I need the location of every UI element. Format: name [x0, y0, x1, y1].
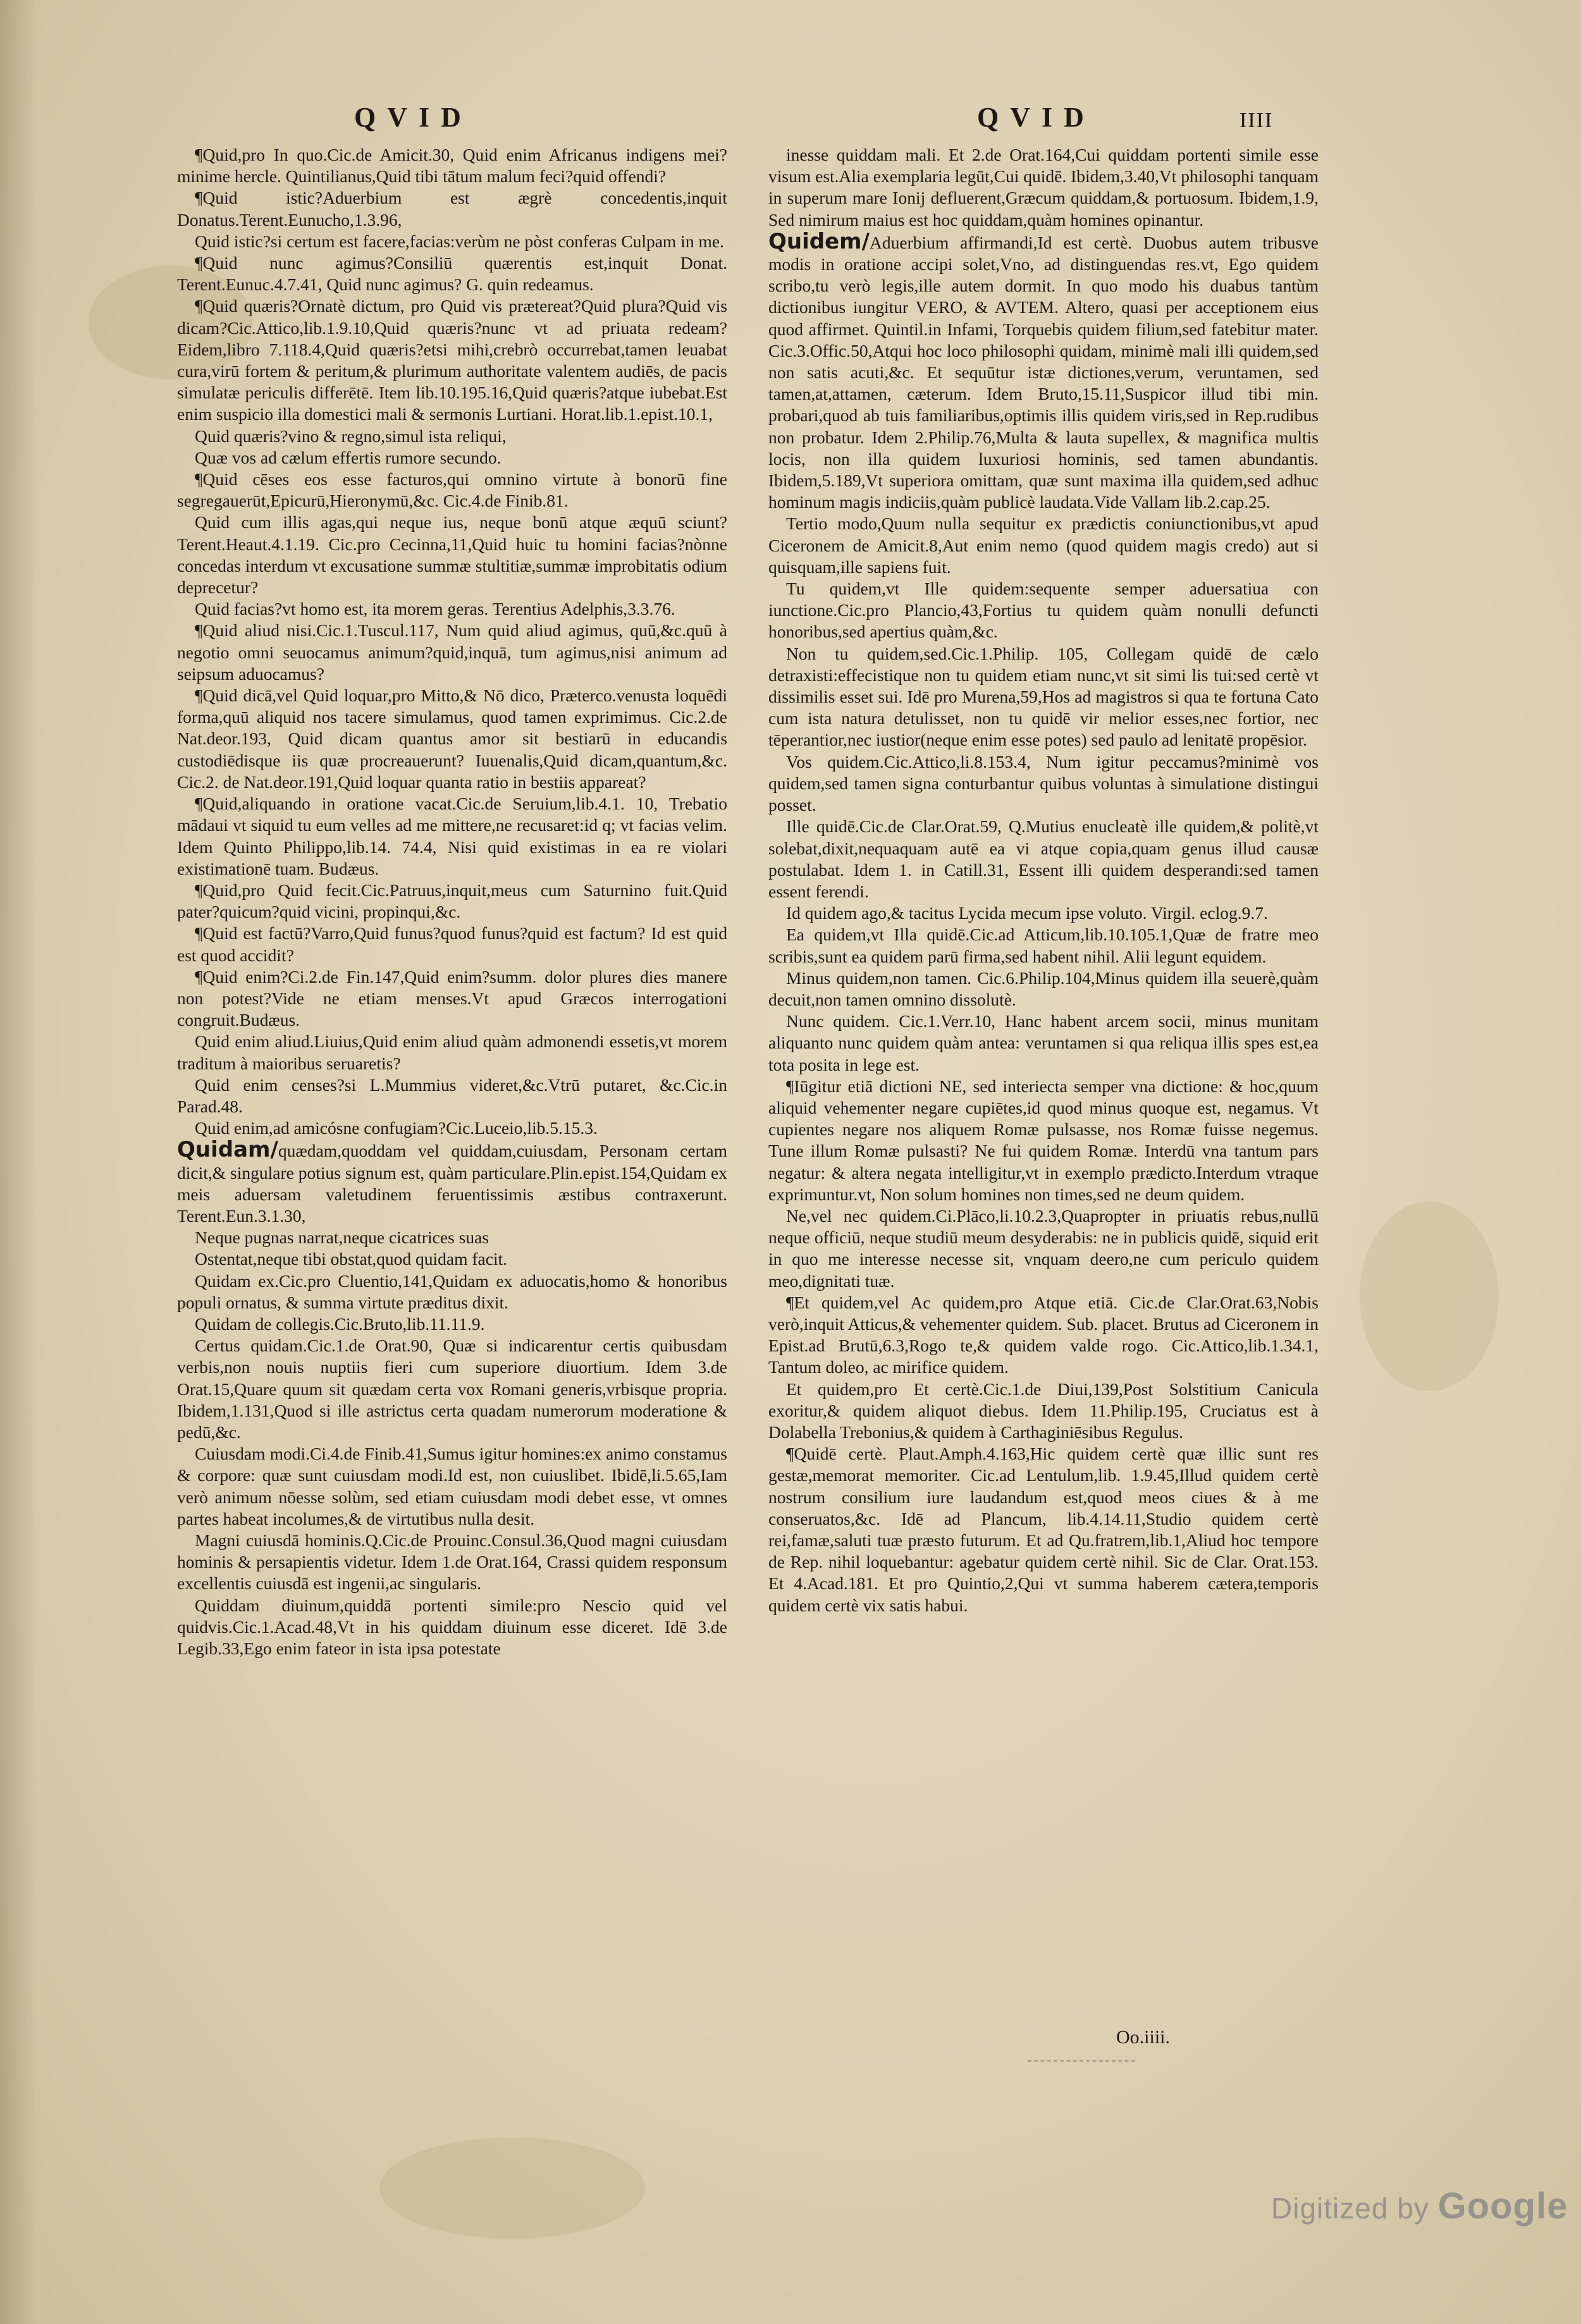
- paragraph: inesse quiddam mali. Et 2.de Orat.164,Cui quiddam portenti simile esse visum est.Alia exemplaria legūt,Cui quidē. Ibidem,3.40,Vt philosophi tanquam in superum mare Ionij defluerent,Græcum quiddam,& portuosum. Ibidem,1.9, Sed nimirum maius est hoc quiddam,quàm homines opinantur.: [768, 145, 1319, 230]
- paragraph: Id quidem ago,& tacitus Lycida mecum ipse voluto. Virgil. eclog.9.7.: [786, 903, 1268, 923]
- paragraph: Nunc quidem. Cic.1.Verr.10, Hanc habent arcem socii, minus munitam aliquanto nunc quidem quàm antea: veruntamen si qua reliqua illis spes est,ea tota posita in lege est.: [768, 1011, 1319, 1074]
- paragraph: Quid cum illis agas,qui neque ius, neque bonū atque æquū sciunt?Terent.Heaut.4.1.19. Cic.pro Cecinna,11,Quid huic tu homini facias?nònne concedas interdum vt excusatione summæ stultitiæ,summæ improbitatis odium deprecetur?: [177, 512, 727, 598]
- signature-mark: Oo.iiii.: [1116, 2027, 1171, 2048]
- entry-text: Aduerbium affirmandi,Id est certè. Duobus autem tribusve modis in oratione accipi solet,Vno, ad distinguendas res.vt, Ego quidem scribo,tu verò legis,ille autem dormit. In quo modo his duabus tantùm dictionibus iungitur VERO, & AVTEM. Altero, quasi per acceptionem eius quod affirmet. Quintil.in Infami, Torquebis quidem filium,sed fatebitur mater. Cic.3.Offic.50,Atqui hoc loco philosophi quidam, minimè mali illi quidem,sed non satis acuti,&c. Et sequūtur istæ dictiones,verum, veruntamen, sed tamen,at,attamen, cæterum. Idem Bruto,15.11,Suspicor illud tibi min. probari,quod ab tuis familiaribus,optimis illis quidem viris,sed in Rep.rudibus non probatur. Idem 2.Philip.76,Multa & lauta supellex, & magnifica multis locis, non illa quidem luxuriosi hominis, sed tamen abundantis. Ibidem,5.189,Vt superiora omittam, quæ sunt maxima illa quidem,sed adhuc hominum magis indiciis,quàm publicè laudata.Vide Vallam lib.2.cap.25.: [768, 232, 1319, 512]
- paragraph: Tu quidem,vt Ille quidem:sequente semper aduersatiua con iunctione.Cic.pro Plancio,43,Fortius tu quidem quàm nonulli defuncti honoribus,sed apertius quàm,&c.: [768, 579, 1319, 642]
- paragraph: Ostentat,neque tibi obstat,quod quidam facit.: [195, 1249, 508, 1269]
- paragraph: Neque pugnas narrat,neque cicatrices suas: [195, 1227, 489, 1248]
- paragraph: ¶Quid nunc agimus?Consiliū quærentis est,inquit Donat. Terent.Eunuc.4.7.41, Quid nunc agimus? G. quin redeamus.: [177, 253, 727, 295]
- paragraph: Quid facias?vt homo est, ita morem geras. Terentius Adelphis,3.3.76.: [195, 599, 675, 619]
- running-head-right: QVID: [977, 102, 1095, 133]
- folio-number: IIII: [1240, 109, 1274, 132]
- paragraph: ¶Quid istic?Aduerbium est ægrè concedentis,inquit Donatus.Terent.Eunucho,1.3.96,: [177, 188, 727, 230]
- paragraph: Ea quidem,vt Illa quidē.Cic.ad Atticum,lib.10.105.1,Quæ de fratre meo scribis,sunt ea quidem parū firma,sed habent nihil. Alii legunt equidem.: [768, 925, 1319, 966]
- paragraph: Quæ vos ad cælum effertis rumore secundo.: [195, 447, 501, 467]
- paragraph: Quid quæris?vino & regno,simul ista reliqui,: [195, 426, 507, 446]
- paragraph: ¶Quid aliud nisi.Cic.1.Tuscul.117, Num quid aliud agimus, quū,&c.quū à negotio omni seuocamus animum?quid,inquā, tum agimus,nisi animum ad seipsum aduocamus?: [177, 620, 727, 684]
- digitization-watermark: [1271, 2185, 1568, 2227]
- paragraph: Tertio modo,Quum nulla sequitur ex prædictis coniunctionibus,vt apud Ciceronem de Amicit.8,Aut enim nemo (quod quidem magis credo) aut si quisquam,ille sapiens fuit.: [768, 513, 1319, 577]
- paragraph: Vos quidem.Cic.Attico,li.8.153.4, Num igitur peccamus?minimè vos quidem,sed tamen signa conturbantur quibus voluntas à simulatione distingui posset.: [768, 751, 1319, 815]
- paragraph: ¶Quid est factū?Varro,Quid funus?quod funus?quid est factum? Id est quid est quod accidit?: [177, 923, 727, 965]
- entry-headword: Quidam/: [177, 1137, 278, 1163]
- foxing-stain: [379, 2137, 645, 2239]
- paragraph: Quid istic?si certum est facere,facias:verùm ne pòst conferas Culpam in me.: [195, 231, 724, 251]
- paragraph: [768, 228, 1319, 513]
- watermark-brand: Google: [1437, 2186, 1568, 2227]
- right-text-column: [768, 144, 1319, 2073]
- paragraph: Ille quidē.Cic.de Clar.Orat.59, Q.Mutius enucleatè ille quidem,& politè,vt solebat,dixit,nequaquam autē ea vi atque copia,quam genus illud causæ postulabat. Idem 1. in Catill.31, Essent illi quidem desperandi:sed tamen essent ferendi.: [768, 816, 1319, 901]
- signature-rule: [1028, 2060, 1135, 2062]
- paragraph: ¶Quid,aliquando in oratione vacat.Cic.de Seruium,lib.4.1. 10, Trebatio mādaui vt siquid tu eum velles ad me mittere,ne recusaret:id q; vt facias velim. Idem Quinto Philippo,lib.14. 74.4, Nisi quid existimas in ea re violari existimationē tuam. Budæus.: [177, 794, 727, 878]
- paragraph: Certus quidam.Cic.1.de Orat.90, Quæ si indicarentur certis quibusdam verbis,non nouis nuptiis fieri cum superiore diuortium. Idem 3.de Orat.15,Quare quum sit quædam certa vox Romani generis,vrbisque propria. Ibidem,1.131,Quod si ille astrictus certa quadam numerorum moderatione & pedū,&c.: [177, 1336, 727, 1442]
- paragraph: Ne,vel nec quidem.Ci.Plāco,li.10.2.3,Quapropter in priuatis rebus,nullū neque officiū, neque studiū meum desyderabis: ne in publicis quidē, siquid erit in quo me interesse necesse sit, vnquam deero,ne cum periculo quidem meo,dignitati tuæ.: [768, 1205, 1319, 1291]
- paragraph: Quid enim censes?si L.Mummius videret,&c.Vtrū putaret, &c.Cic.in Parad.48.: [177, 1074, 727, 1116]
- paragraph: ¶Quidē certè. Plaut.Amph.4.163,Hic quidem certè quæ illic sunt res gestæ,memorat memoriter. Cic.ad Lentulum,lib. 1.9.45,Illud quidem certè nostrum consilium iure laudandum est,quod meos ciues & à me conseruatos,&c. Idē ad Plancum, lib.4.14.11,Studio quidem certè rei,famæ,saluti tuæ præsto futurum. Et ad Qu.fratrem,lib.1,Aliud hoc tempore de Rep. nihil loquebantur: agebatur quidem certè nihil. Sic de Clar. Orat.153. Et 4.Acad.181. Et pro Quintio,2,Qui vt summa haberem cætera,temporis quidem certè vix satis habui.: [768, 1444, 1319, 1615]
- paragraph: [177, 1139, 727, 1227]
- gutter-shadow: [0, 0, 38, 2324]
- paragraph: Et quidem,pro Et certè.Cic.1.de Diui,139,Post Solstitium Canicula exoritur,& quidem aliquot diebus. Idem 11.Philip.195, Cruciatus est à Dolabella Trebonius,& quidem à Carthaginiēsibus Regulus.: [768, 1379, 1319, 1442]
- paragraph: Cuiusdam modi.Ci.4.de Finib.41,Sumus igitur homines:ex animo constamus & corpore: quæ sunt cuiusdam modi.Id est, non cuiuslibet. Ibidē,li.5.65,Iam verò animum nōesse solùm, sed etiam cuiusdam modi debet esse, vt omnes partes habeat incolumes,& de virtutibus nulla desit.: [177, 1444, 727, 1528]
- left-text-column: [177, 144, 727, 2073]
- paragraph: Minus quidem,non tamen. Cic.6.Philip.104,Minus quidem illa seuerè,quàm decuit,non tamen omnino dissolutè.: [768, 968, 1319, 1009]
- paragraph: Magni cuiusdā hominis.Q.Cic.de Prouinc.Consul.36,Quod magni cuiusdam hominis & persapientis videtur. Idem 1.de Orat.164, Crassi quidem responsum excellentis cuiusdā est ingenii,ac singularis.: [177, 1530, 727, 1594]
- foxing-stain: [1360, 1202, 1499, 1391]
- paragraph: ¶Et quidem,vel Ac quidem,pro Atque etiā. Cic.de Clar.Orat.63,Nobis verò,inquit Atticus,& vehementer quidem. Sub. placet. Brutus ad Ciceronem in Epist.ad Brutū,6.3,Rogo te,& quidem valde rogo. Cic.Attico,lib.1.34.1, Tantum doleo, ac mirifice quidem.: [768, 1292, 1319, 1377]
- watermark-prefix: Digitized by: [1271, 2192, 1429, 2225]
- running-head-left: QVID: [354, 102, 472, 133]
- paragraph: ¶Quid cēses eos esse facturos,qui omnino virtute à bonorū fine segregauerūt,Epicurū,Hieronymū,&c. Cic.4.de Finib.81.: [177, 469, 727, 511]
- paragraph: ¶Quid enim?Ci.2.de Fin.147,Quid enim?summ. dolor plures dies manere non potest?Vide ne etiam menses.Vt apud Græcos interrogationi congruit.Budæus.: [177, 966, 727, 1030]
- paragraph: ¶Quid dicā,vel Quid loquar,pro Mitto,& Nō dico, Præterco.venusta loquēdi forma,quū aliquid nos tacere simulamus, quod tamen exprimimus. Cic.2.de Nat.deor.193, Quid dicam quantus amor sit bestiarū in educandis custodiēdisque iis quæ procreauerunt? Iuuenalis,Quid dicam,quantum,&c. Cic.2. de Nat.deor.191,Quid loquar quanta ratio in bestiis appareat?: [177, 686, 727, 792]
- paragraph: Quid enim aliud.Liuius,Quid enim aliud quàm admonendi essetis,vt morem traditum à maioribus seruaretis?: [177, 1031, 727, 1073]
- paragraph: Quidam de collegis.Cic.Bruto,lib.11.11.9.: [195, 1313, 485, 1334]
- entry-text: quædam,quoddam vel quiddam,cuiusdam, Personam certam dicit,& singulare potius signum est, quàm particulare.Plin.epist.154,Quidam ex meis aduersam valetudinem feruentissimis æstibus contraxerunt. Terent.Eun.3.1.30,: [177, 1141, 727, 1226]
- paragraph: Quiddam diuinum,quiddā portenti simile:pro Nescio quid vel quidvis.Cic.1.Acad.48,Vt in his quiddam diuinum esse diceret. Idē 3.de Legib.33,Ego enim fateor in ista ipsa potestate: [177, 1595, 727, 1659]
- paragraph: Quidam ex.Cic.pro Cluentio,141,Quidam ex aduocatis,homo & honoribus populi ornatus, & summa virtute præditus dixit.: [177, 1270, 727, 1312]
- paragraph: ¶Iūgitur etiā dictioni NE, sed interiecta semper vna dictione: & hoc,quum aliquid vehementer negare cupiētes,id quod minus quoque est, negamus. Vt cupientes negare nos aliquem Romæ pulsasse, nos Romæ fuisse negemus. Tune illum Romæ pulsasti? Ne fui quidem Romæ. Interdū vna tantum pars negatur: & altera negata intelligitur,vt in exemplo prædicto.Interdum vtraque exprimuntur.vt, Non solum homines non times,sed ne deum quidem.: [768, 1076, 1319, 1204]
- entry-headword: Quidem/: [768, 228, 870, 254]
- paragraph: ¶Quid,pro In quo.Cic.de Amicit.30, Quid enim Africanus indigens mei?minime hercle. Quintilianus,Quid tibi tātum malum feci?quid offendi?: [177, 145, 727, 187]
- paragraph: ¶Quid quæris?Ornatè dictum, pro Quid vis prætereat?Quid plura?Quid vis dicam?Cic.Attico,lib.1.9.10,Quid quæris?nunc vt ad priuata redeam? Eidem,libro 7.118.4,Quid quæris?etsi mihi,crebrò occurrebat,tamen leuabat cura,virū fortem & peritum,& plurimum authoritate valentem audiēs, de pacis simulatæ periculis differētē. Item lib.10.195.16,Quid quæris?atque iubebat.Est enim suspicio illa domestici mali & sermonis Lurtiani. Horat.lib.1.epist.10.1,: [177, 296, 727, 424]
- paragraph: Non tu quidem,sed.Cic.1.Philip. 105, Collegam quidē de cælo detraxisti:effecistique non tu quidem etiam nunc,vt sit simi lis tui:sed certè vt dissimilis esset sui. Idē pro Murena,59,Hos ad magistros si qua te fortuna Cato cum ista natura detulisset, non tu quidē vir melior esses,nec fortior, nec tēperantior,nec iustior(neque enim esse potes) sed paulo ad lenitatē propēsior.: [768, 643, 1319, 750]
- paragraph: Quid enim,ad amicósne confugiam?Cic.Luceio,lib.5.15.3.: [195, 1118, 598, 1138]
- paragraph: ¶Quid,pro Quid fecit.Cic.Patruus,inquit,meus cum Saturnino fuit.Quid pater?quicum?quid vicini, propinqui,&c.: [177, 880, 727, 922]
